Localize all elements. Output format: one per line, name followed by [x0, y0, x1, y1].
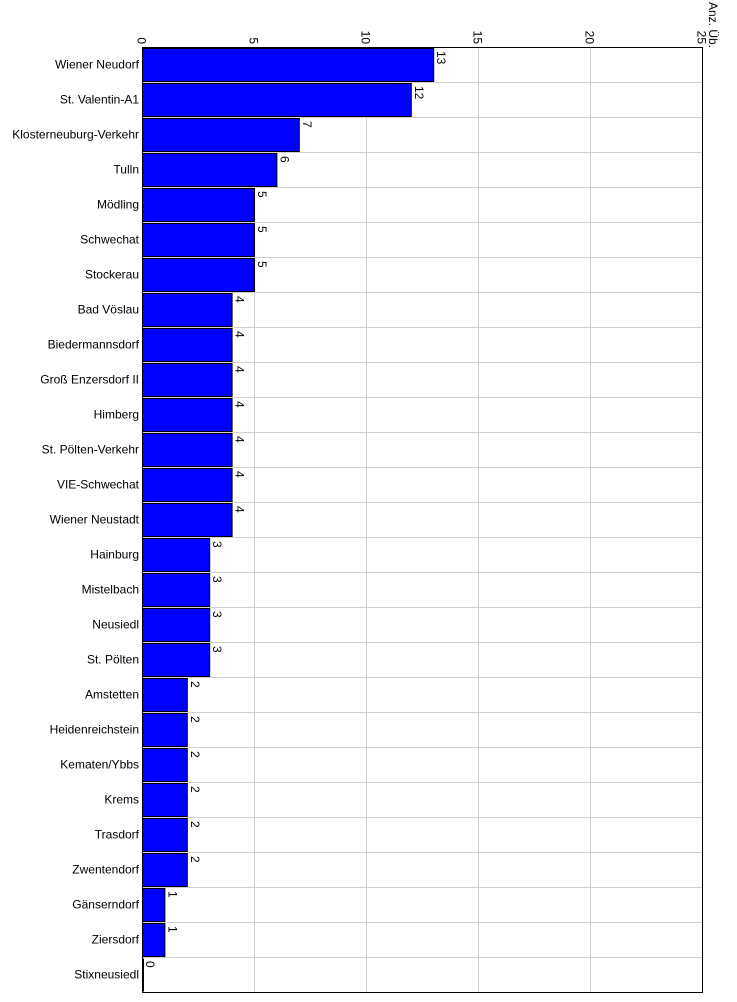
bar-value-label: 1 — [165, 891, 180, 898]
category-label: Tulln — [113, 162, 139, 177]
category-label: St. Pölten-Verkehr — [41, 442, 139, 457]
bar — [143, 644, 210, 677]
category-label: Krems — [104, 792, 139, 807]
bar-value-label: 4 — [232, 401, 247, 408]
bar-value-label: 2 — [187, 716, 202, 723]
bar-value-label: 2 — [187, 821, 202, 828]
bar — [143, 224, 255, 257]
x-tick-label: 0 — [134, 37, 149, 44]
bar — [143, 434, 233, 467]
category-label: Groß Enzersdorf II — [40, 372, 139, 387]
bar — [143, 49, 434, 82]
bar — [143, 329, 233, 362]
bar-value-label: 4 — [232, 506, 247, 513]
bar-value-label: 5 — [255, 226, 269, 233]
bar — [143, 574, 210, 607]
category-label: Klosterneuburg-Verkehr — [12, 127, 139, 142]
category-label: Wiener Neustadt — [49, 512, 139, 527]
category-label: Mistelbach — [81, 582, 139, 597]
bar-value-label: 2 — [187, 786, 202, 793]
bar-value-label: 2 — [187, 856, 202, 863]
bar — [143, 259, 255, 292]
x-axis-ticks — [135, 31, 709, 45]
x-tick-label: 15 — [470, 30, 485, 44]
bar — [143, 889, 165, 922]
bar — [143, 749, 188, 782]
bar — [143, 504, 233, 537]
bar-value-label: 3 — [210, 576, 225, 583]
bar-value-label: 1 — [165, 926, 180, 933]
category-label: Bad Vöslau — [77, 302, 139, 317]
category-label: Trasdorf — [94, 827, 139, 842]
bar-value-label: 2 — [187, 681, 202, 688]
bar-value-label: 4 — [232, 366, 247, 373]
axis-title: Anz. Üb. — [706, 2, 720, 49]
bar-value-label: 3 — [210, 541, 225, 548]
category-label: Neusiedl — [92, 617, 139, 632]
bar-value-label: 3 — [210, 611, 225, 618]
category-label: VIE-Schwechat — [56, 477, 139, 492]
bar-value-label: 6 — [277, 156, 292, 163]
bar — [143, 119, 300, 152]
bar — [143, 609, 210, 642]
category-label: Himberg — [93, 407, 139, 422]
x-tick-label: 10 — [358, 30, 373, 44]
category-label: Heidenreichstein — [49, 722, 139, 737]
bar — [143, 854, 188, 887]
bar — [143, 819, 188, 852]
bar — [143, 469, 233, 502]
category-label: Kematen/Ybbs — [60, 757, 139, 772]
x-tick-label: 25 — [694, 30, 709, 44]
category-label: Mödling — [96, 197, 139, 212]
category-label: Stockerau — [84, 267, 139, 282]
bar-value-label: 7 — [299, 121, 314, 128]
category-label: St. Pölten — [86, 652, 139, 667]
bar — [143, 84, 412, 117]
category-label: Gänserndorf — [72, 897, 139, 912]
bar-value-label: 4 — [232, 296, 247, 303]
bar-value-label: 13 — [434, 51, 449, 65]
category-label: Hainburg — [90, 547, 139, 562]
category-label: Amstetten — [84, 687, 139, 702]
bar-value-label: 2 — [187, 751, 202, 758]
category-label: St. Valentin-A1 — [59, 92, 139, 107]
bar — [143, 679, 188, 712]
bar — [143, 154, 277, 187]
bar — [143, 189, 255, 222]
bar — [143, 294, 233, 327]
bar-value-label: 3 — [210, 646, 225, 653]
bar-value-label: 5 — [255, 261, 269, 268]
category-label: Schwechat — [80, 232, 139, 247]
category-label: Biedermannsdorf — [47, 337, 139, 352]
bar — [143, 784, 188, 817]
bar-value-label: 4 — [232, 436, 247, 443]
category-label: Wiener Neudorf — [54, 57, 139, 72]
category-label: Ziersdorf — [91, 932, 139, 947]
category-labels — [12, 58, 139, 982]
bar-value-label: 4 — [232, 331, 247, 338]
bar-value-label: 0 — [143, 961, 157, 968]
bar-value-label: 4 — [232, 471, 247, 478]
bar — [143, 539, 210, 572]
bar-value-label: 12 — [411, 86, 426, 100]
bar — [143, 924, 165, 957]
bar — [143, 714, 188, 747]
bar — [143, 364, 233, 397]
category-label: Stixneusiedl — [74, 967, 139, 982]
bar-value-label: 5 — [255, 191, 269, 198]
category-label: Zwentendorf — [72, 862, 139, 877]
bars — [143, 49, 434, 992]
x-tick-label: 20 — [582, 30, 597, 44]
x-tick-label: 5 — [246, 37, 261, 44]
bar — [143, 399, 233, 432]
